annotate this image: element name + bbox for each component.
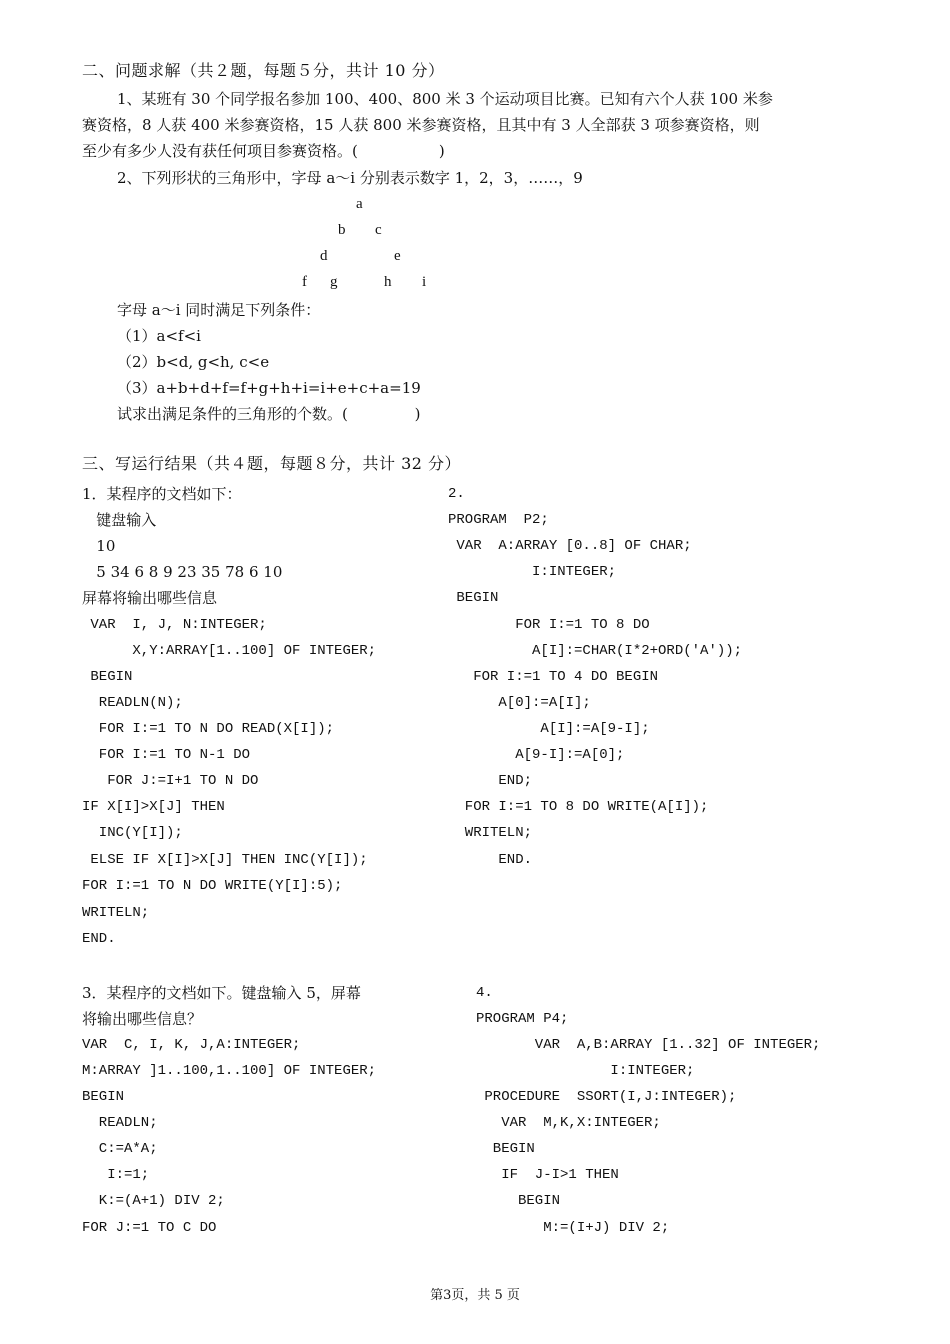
triangle-letter-c: c (375, 222, 382, 238)
code-line: FOR I:=1 TO N DO READ(X[I]); (82, 721, 335, 737)
code-line: 3．某程序的文档如下。键盘输入 5，屏幕 (82, 984, 361, 1002)
triangle-letter-d: d (320, 248, 328, 264)
q2-intro: 2、下列形状的三角形中，字母 a～i 分别表示数字 1，2，3，……，9 (117, 169, 583, 187)
code-line: A[I]:=CHAR(I*2+ORD('A')); (448, 643, 743, 659)
code-line: A[0]:=A[I]; (448, 695, 591, 711)
condition-1: （1）a<f<i (117, 327, 201, 345)
code-line: BEGIN (82, 669, 133, 685)
code-line: 键盘输入 (82, 511, 157, 529)
code-line: M:ARRAY ]1..100,1..100] OF INTEGER; (82, 1063, 377, 1079)
triangle-letter-h: h (384, 274, 392, 290)
section-2-heading: 二、问题求解（共２题，每题５分，共计 10 分） (82, 61, 445, 80)
condition-2: （2）b<d, g<h, c<e (117, 353, 270, 371)
code-line: IF J-I>1 THEN (476, 1167, 619, 1183)
code-line: FOR I:=1 TO 8 DO WRITE(A[I]); (448, 799, 709, 815)
code-line: VAR A,B:ARRAY [1..32] OF INTEGER; (476, 1037, 821, 1053)
triangle-letter-g: g (330, 274, 338, 290)
code-line: FOR I:=1 TO N-1 DO (82, 747, 251, 763)
q1-line-1: 1、某班有 30 个同学报名参加 100、400、800 米 3 个运动项目比赛。已知有六个人获 100 米参 (117, 90, 773, 108)
code-line: READLN(N); (82, 695, 183, 711)
code-line: 5 34 6 8 9 23 35 78 6 10 (82, 563, 283, 581)
code-line: INC(Y[I]); (82, 825, 183, 841)
code-line: WRITELN; (448, 825, 533, 841)
section-3-heading: 三、写运行结果（共４题，每题８分，共计 32 分） (82, 454, 462, 473)
code-line: BEGIN (476, 1141, 535, 1157)
triangle-letter-b: b (338, 222, 346, 238)
code-line: FOR J:=1 TO C DO (82, 1220, 217, 1236)
code-line: K:=(A+1) DIV 2; (82, 1193, 225, 1209)
code-line: X,Y:ARRAY[1..100] OF INTEGER; (82, 643, 377, 659)
code-line: M:=(I+J) DIV 2; (476, 1220, 670, 1236)
triangle-letter-e: e (394, 248, 401, 264)
code-line: 2. (448, 486, 465, 502)
q1-line-2: 赛资格，8 人获 400 米参赛资格，15 人获 800 米参赛资格，且其中有 3 人全部获 3 项参赛资格，则 (82, 116, 760, 134)
code-line: WRITELN; (82, 905, 150, 921)
code-line: I:=1; (82, 1167, 150, 1183)
condition-3: （3）a+b+d+f=f+g+h+i=i+e+c+a=19 (117, 379, 421, 397)
code-line: 将输出哪些信息？ (82, 1010, 203, 1028)
page-number-footer: 第3页，共 5 页 (430, 1288, 520, 1303)
code-line: I:INTEGER; (476, 1063, 695, 1079)
conditions-title: 字母 a～i 同时满足下列条件： (117, 301, 321, 319)
code-line: VAR I, J, N:INTEGER; (82, 617, 267, 633)
code-line: FOR I:=1 TO N DO WRITE(Y[I]:5); (82, 878, 343, 894)
code-line: PROGRAM P2; (448, 512, 549, 528)
code-line: FOR I:=1 TO 4 DO BEGIN (448, 669, 659, 685)
code-line: C:=A*A; (82, 1141, 158, 1157)
triangle-letter-f: f (302, 274, 307, 290)
code-line: BEGIN (82, 1089, 125, 1105)
code-line: PROGRAM P4; (476, 1011, 569, 1027)
code-line: 1．某程序的文档如下： (82, 485, 242, 503)
triangle-letter-i: i (422, 274, 427, 290)
code-line: FOR I:=1 TO 8 DO (448, 617, 650, 633)
code-line: READLN; (82, 1115, 158, 1131)
code-line: A[I]:=A[9-I]; (448, 721, 650, 737)
code-line: I:INTEGER; (448, 564, 617, 580)
q1-line-3: 至少有多少人没有获任何项目参赛资格。( ) (82, 142, 445, 160)
code-line: ELSE IF X[I]>X[J] THEN INC(Y[I]); (82, 852, 368, 868)
q2-question: 试求出满足条件的三角形的个数。( ) (117, 405, 421, 423)
code-line: VAR C, I, K, J,A:INTEGER; (82, 1037, 301, 1053)
code-line: A[9-I]:=A[0]; (448, 747, 625, 763)
code-line: FOR J:=I+1 TO N DO (82, 773, 259, 789)
code-line: VAR M,K,X:INTEGER; (476, 1115, 661, 1131)
code-line: 屏幕将输出哪些信息 (82, 589, 218, 607)
triangle-letter-a: a (356, 196, 363, 212)
code-line: PROCEDURE SSORT(I,J:INTEGER); (476, 1089, 737, 1105)
code-line: 4. (476, 985, 493, 1001)
code-line: END. (82, 931, 116, 947)
code-line: 10 (82, 537, 116, 555)
code-line: VAR A:ARRAY [0..8] OF CHAR; (448, 538, 692, 554)
code-line: IF X[I]>X[J] THEN (82, 799, 225, 815)
code-line: END. (448, 852, 533, 868)
code-line: BEGIN (476, 1193, 561, 1209)
code-line: BEGIN (448, 590, 499, 606)
code-line: END; (448, 773, 533, 789)
